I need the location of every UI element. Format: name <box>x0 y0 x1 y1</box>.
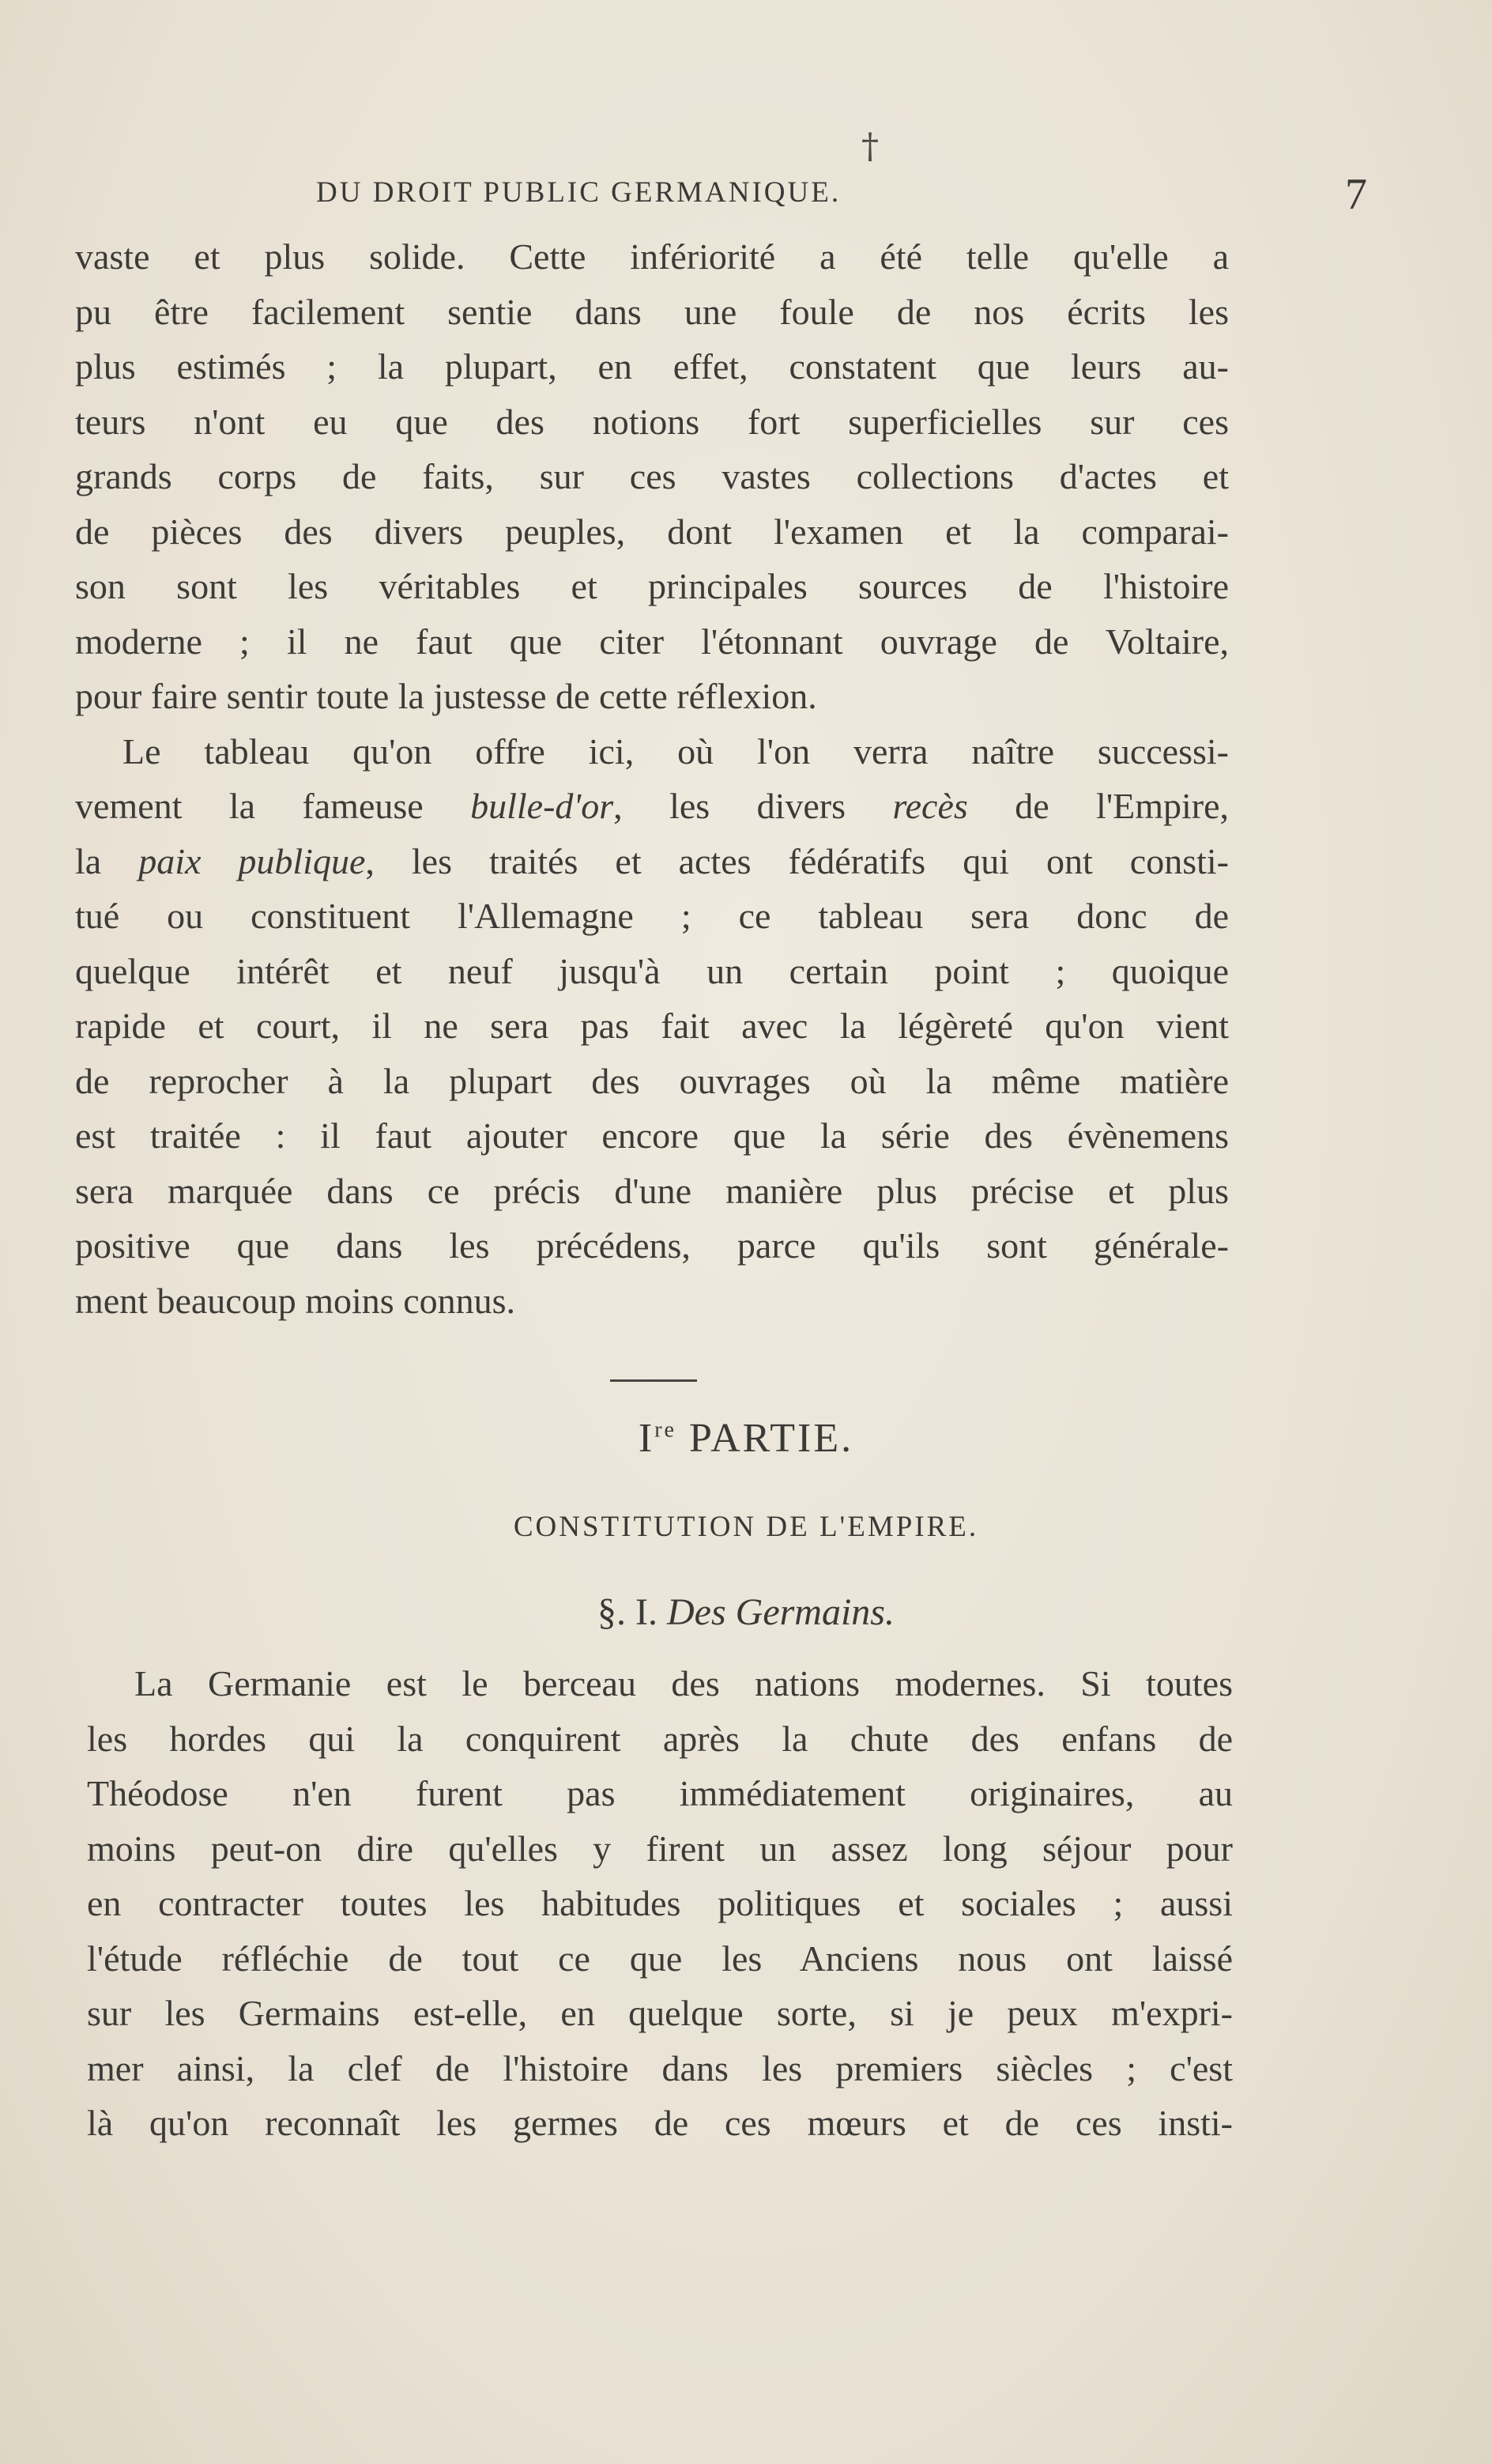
text-line: positive que dans les précédens, parce qu'ils sont générale- <box>75 1225 1229 1266</box>
text-line: est traitée : il faut ajouter encore que la série des évènemens <box>75 1115 1229 1156</box>
text-line: tué ou constituent l'Allemagne ; ce tableau sera donc de <box>75 896 1229 936</box>
text-line: quelque intérêt et neuf jusqu'à un certain point ; quoique <box>75 950 1229 991</box>
italic-term: paix publique <box>138 840 366 881</box>
italic-term: recès <box>892 786 968 826</box>
part-title: PARTIE. <box>688 1416 854 1461</box>
subsection-heading <box>0 1590 1492 1634</box>
text-line: les hordes qui la conquirent après la chute des enfans de <box>87 1718 1233 1759</box>
text-line: vaste et plus solide. Cette infériorité a été telle qu'elle a <box>75 236 1229 277</box>
running-head: DU DROIT PUBLIC GERMANIQUE. <box>316 176 842 209</box>
text-line: pu être facilement sentie dans une foule de nos écrits les <box>75 291 1229 332</box>
text-line: de pièces des divers peuples, dont l'examen et la comparai- <box>75 511 1229 552</box>
text-line: son sont les véritables et principales sources de l'histoire <box>75 566 1229 606</box>
text-line <box>75 779 1229 834</box>
section-divider <box>610 1379 697 1382</box>
text-line: Théodose n'en furent pas immédiatement originaires, au <box>87 1773 1233 1813</box>
subsection-title: Des Germains. <box>667 1591 895 1633</box>
subsection-number: §. I. <box>597 1591 657 1633</box>
text-line: grands corps de faits, sur ces vastes collections d'actes et <box>75 456 1229 496</box>
text-run: , les traités et actes fédératifs qui ont consti- <box>365 840 1229 881</box>
text-line: plus estimés ; la plupart, en effet, constatent que leurs au- <box>75 346 1229 387</box>
part-heading <box>0 1415 1492 1462</box>
page-header <box>316 170 1422 223</box>
italic-term: bulle-d'or <box>470 786 614 826</box>
paragraph-1 <box>75 229 1229 1328</box>
text-line: moins peut-on dire qu'elles y firent un assez long séjour pour <box>87 1828 1233 1869</box>
text-line: sera marquée dans ce précis d'une manière plus précise et plus <box>75 1170 1229 1211</box>
text-line: rapide et court, il ne sera pas fait avec la légèreté qu'on vient <box>75 1006 1229 1046</box>
text-line: teurs n'ont eu que des notions fort superficielles sur ces <box>75 401 1229 442</box>
text-line: de reprocher à la plupart des ouvrages où la même matière <box>75 1060 1229 1101</box>
text-line: là qu'on reconnaît les germes de ces mœurs et de ces insti- <box>87 2103 1233 2143</box>
paragraph-3 <box>87 1656 1233 2151</box>
text-line: sur les Germains est-elle, en quelque sorte, si je peux m'expri- <box>87 1993 1233 2033</box>
text-line: l'étude réfléchie de tout ce que les Anciens nous ont laissé <box>87 1938 1233 1979</box>
section-heading: CONSTITUTION DE L'EMPIRE. <box>513 1511 979 1543</box>
text-line: Le tableau qu'on offre ici, où l'on verra naître successi- <box>122 730 1229 772</box>
printer-mark: † <box>861 126 879 167</box>
text-line: mer ainsi, la clef de l'histoire dans les premiers siècles ; c'est <box>87 2047 1233 2089</box>
text-run: la <box>75 840 139 881</box>
text-line: moderne ; il ne faut que citer l'étonnant ouvrage de Voltaire, <box>75 621 1229 662</box>
text-line: en contracter toutes les habitudes politiques et sociales ; aussi <box>87 1883 1233 1923</box>
text-run: vement la fameuse <box>75 786 471 826</box>
text-line: La Germanie est le berceau des nations modernes. Si toutes <box>134 1663 1233 1704</box>
part-numeral-suffix: re <box>654 1417 676 1443</box>
text-run: , les divers <box>613 786 893 826</box>
text-run: de l'Empire, <box>967 786 1230 826</box>
page-number: 7 <box>1345 170 1367 219</box>
part-numeral: I <box>638 1416 655 1461</box>
text-line: ment beaucoup moins connus. <box>75 1280 516 1321</box>
text-line: pour faire sentir toute la justesse de cette réflexion. <box>75 676 817 716</box>
text-line <box>75 834 1229 889</box>
